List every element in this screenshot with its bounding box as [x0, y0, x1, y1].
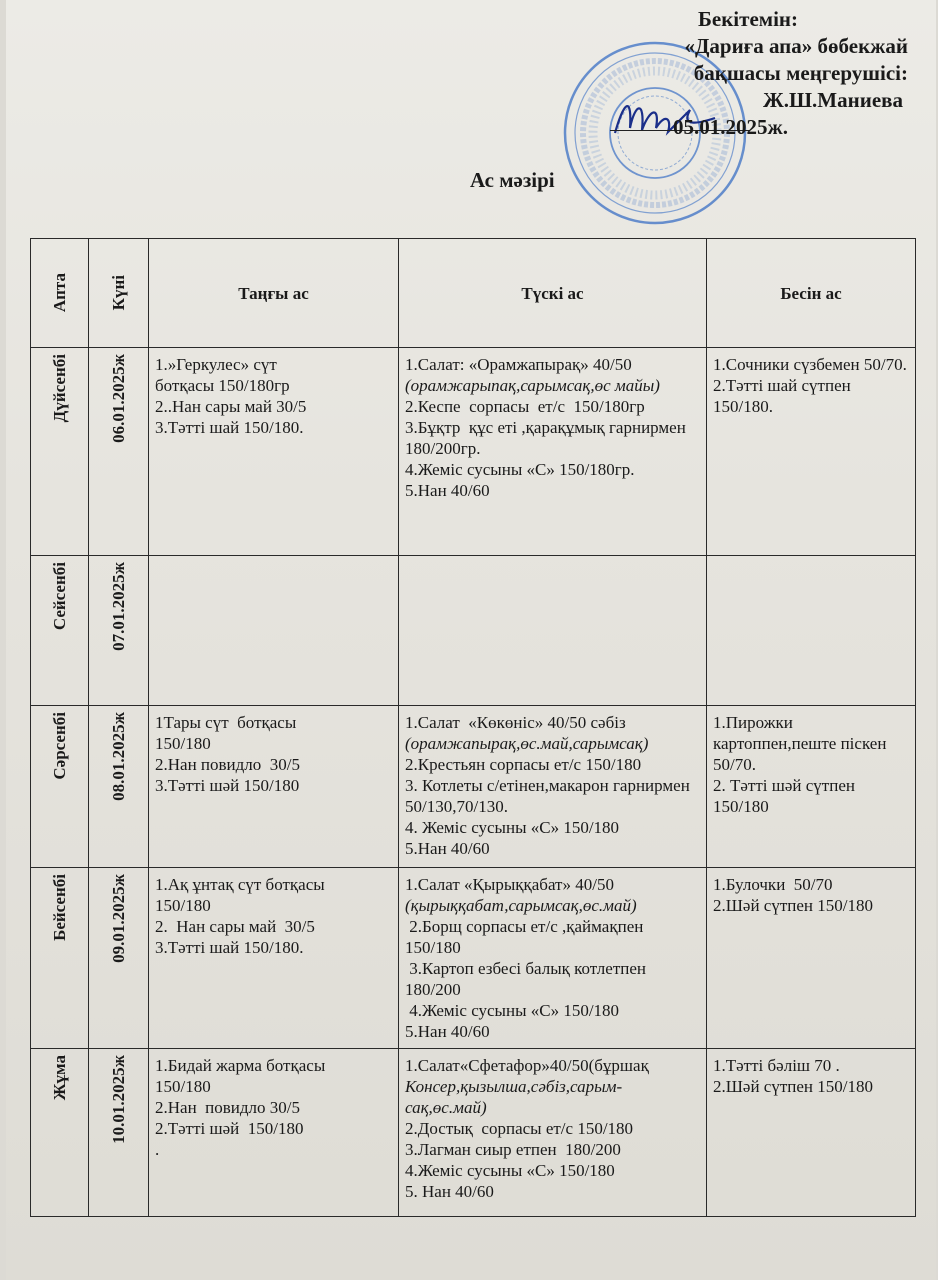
header-day: Күні: [89, 239, 149, 348]
lunch-item: 3.Лагман сиыр етпен 180/200: [405, 1140, 621, 1159]
breakfast-item: 2.Нан повидло 30/5: [155, 1098, 300, 1117]
lunch-cell: [399, 1049, 707, 1217]
breakfast-item: ботқасы 150/180гр: [155, 376, 290, 395]
lunch-item: 2.Борщ сорпасы ет/с ,қаймақпен 150/180: [405, 917, 648, 957]
snack-item: 2.Тәтті шай сүтпен 150/180.: [713, 376, 855, 416]
breakfast-cell: [149, 868, 399, 1049]
breakfast-item: 2.Нан повидло 30/5: [155, 755, 300, 774]
breakfast-cell: [149, 348, 399, 556]
lunch-item: 3.Бұқтр құс еті ,қарақұмық гарнирмен 180/200гр.: [405, 418, 695, 458]
weekday-cell: Бейсенбі: [31, 868, 89, 1049]
breakfast-item: 2.Тәтті шәй 150/180: [155, 1119, 304, 1138]
page-title: Ас мәзірі: [470, 168, 555, 192]
snack-item: 1.Сочники сүзбемен 50/70.: [713, 355, 907, 374]
approval-block: [578, 6, 908, 141]
header-lunch: Түскі ас: [399, 239, 707, 348]
approval-org: «Дариға апа» бөбекжай: [684, 34, 908, 58]
breakfast-item: 1Тары сүт ботқасы: [155, 713, 297, 732]
approval-position: бақшасы меңгерушісі:: [693, 61, 908, 85]
lunch-item: 5.Нан 40/60: [405, 839, 490, 858]
snack-cell: [707, 348, 916, 556]
lunch-item: 5.Нан 40/60: [405, 1022, 490, 1041]
breakfast-item: 2..Нан сары май 30/5: [155, 397, 307, 416]
lunch-item: 1.Салат: «Орамжапырақ» 40/50: [405, 355, 632, 374]
table-row: [31, 868, 916, 1049]
lunch-item: Консер,қызылша,сәбіз,сарым-сақ,өс.май): [405, 1077, 623, 1117]
date-cell: 09.01.2025ж: [89, 868, 149, 1049]
lunch-item: 2.Достық сорпасы ет/с 150/180: [405, 1119, 634, 1138]
snack-item: 1.Пирожки картоппен,пеште піскен 50/70.: [713, 713, 891, 774]
table-row: [31, 1049, 916, 1217]
breakfast-item: 150/180: [155, 896, 211, 915]
snack-item: 1.Булочки 50/70: [713, 875, 833, 894]
breakfast-item: 3.Тәтті шай 150/180.: [155, 938, 304, 957]
menu-table: [30, 238, 916, 1217]
lunch-cell: [399, 348, 707, 556]
breakfast-item: 2. Нан сары май 30/5: [155, 917, 315, 936]
snack-item: 1.Тәтті бәліш 70 .: [713, 1056, 840, 1075]
approval-heading: Бекітемін:: [697, 7, 798, 31]
table-row: [31, 706, 916, 868]
snack-cell: [707, 706, 916, 868]
lunch-item: 4.Жеміс сусыны «С» 150/180: [405, 1161, 615, 1180]
lunch-item: 2.Крестьян сорпасы ет/с 150/180: [405, 755, 642, 774]
lunch-item: (орамжапырақ,өс.май,сарымсақ): [405, 734, 649, 753]
snack-item: 2.Шәй сүтпен 150/180: [713, 896, 873, 915]
lunch-item: 1.Салат «Қырыққабат» 40/50: [405, 875, 614, 894]
breakfast-cell: [149, 706, 399, 868]
lunch-item: 2.Кеспе сорпасы ет/с 150/180гр: [405, 397, 645, 416]
table-header-row: [31, 239, 916, 348]
breakfast-cell: [149, 556, 399, 706]
date-cell: 07.01.2025ж: [89, 556, 149, 706]
weekday-cell: Дүйсенбі: [31, 348, 89, 556]
snack-cell: [707, 1049, 916, 1217]
breakfast-item: 3.Тәтті шай 150/180.: [155, 418, 304, 437]
date-cell: 08.01.2025ж: [89, 706, 149, 868]
table-row: [31, 556, 916, 706]
approval-name: Ж.Ш.Маниева: [762, 88, 903, 112]
snack-cell: [707, 868, 916, 1049]
lunch-item: 5.Нан 40/60: [405, 481, 490, 500]
lunch-item: (қырыққабат,сарымсақ,өс.май): [405, 896, 637, 915]
lunch-item: 5. Нан 40/60: [405, 1182, 494, 1201]
lunch-item: 1.Салат«Сфетафор»40/50(бұршақ: [405, 1056, 649, 1075]
lunch-item: 4.Жеміс сусыны «С» 150/180: [405, 1001, 620, 1020]
lunch-cell: [399, 556, 707, 706]
breakfast-item: 150/180: [155, 1077, 211, 1096]
lunch-item: (орамжарыпақ,сарымсақ,өс майы): [405, 376, 660, 395]
snack-item: 2.Шәй сүтпен 150/180: [713, 1077, 873, 1096]
breakfast-item: 1.Бидай жарма ботқасы: [155, 1056, 326, 1075]
breakfast-item: 1.Ақ ұнтақ сүт ботқасы: [155, 875, 325, 894]
header-breakfast: Таңғы ас: [149, 239, 399, 348]
breakfast-item: 150/180: [155, 734, 211, 753]
table-row: [31, 348, 916, 556]
snack-cell: [707, 556, 916, 706]
breakfast-item: 3.Тәтті шәй 150/180: [155, 776, 300, 795]
lunch-item: 1.Салат «Көкөніс» 40/50 сәбіз: [405, 713, 626, 732]
header-week: Апта: [31, 239, 89, 348]
date-cell: 10.01.2025ж: [89, 1049, 149, 1217]
weekday-cell: Жұма: [31, 1049, 89, 1217]
header-snack: Бесін ас: [707, 239, 916, 348]
breakfast-item: .: [155, 1140, 160, 1159]
lunch-item: 3.Картоп езбесі балық котлетпен 180/200: [405, 959, 651, 999]
lunch-item: 4.Жеміс сусыны «С» 150/180гр.: [405, 460, 635, 479]
date-cell: 06.01.2025ж: [89, 348, 149, 556]
weekday-cell: Сәрсенбі: [31, 706, 89, 868]
breakfast-cell: [149, 1049, 399, 1217]
snack-item: 2. Тәтті шәй сүтпен 150/180: [713, 776, 868, 816]
lunch-cell: [399, 868, 707, 1049]
lunch-cell: [399, 706, 707, 868]
weekday-cell: Сейсенбі: [31, 556, 89, 706]
lunch-item: 3. Котлеты с/етінен,макарон гарнирмен 50/130,70/130.: [405, 776, 695, 816]
approval-date: 05.01.2025ж.: [673, 115, 788, 139]
breakfast-item: 1.»Геркулес» сүт: [155, 355, 277, 374]
lunch-item: 4. Жеміс сусыны «С» 150/180: [405, 818, 620, 837]
